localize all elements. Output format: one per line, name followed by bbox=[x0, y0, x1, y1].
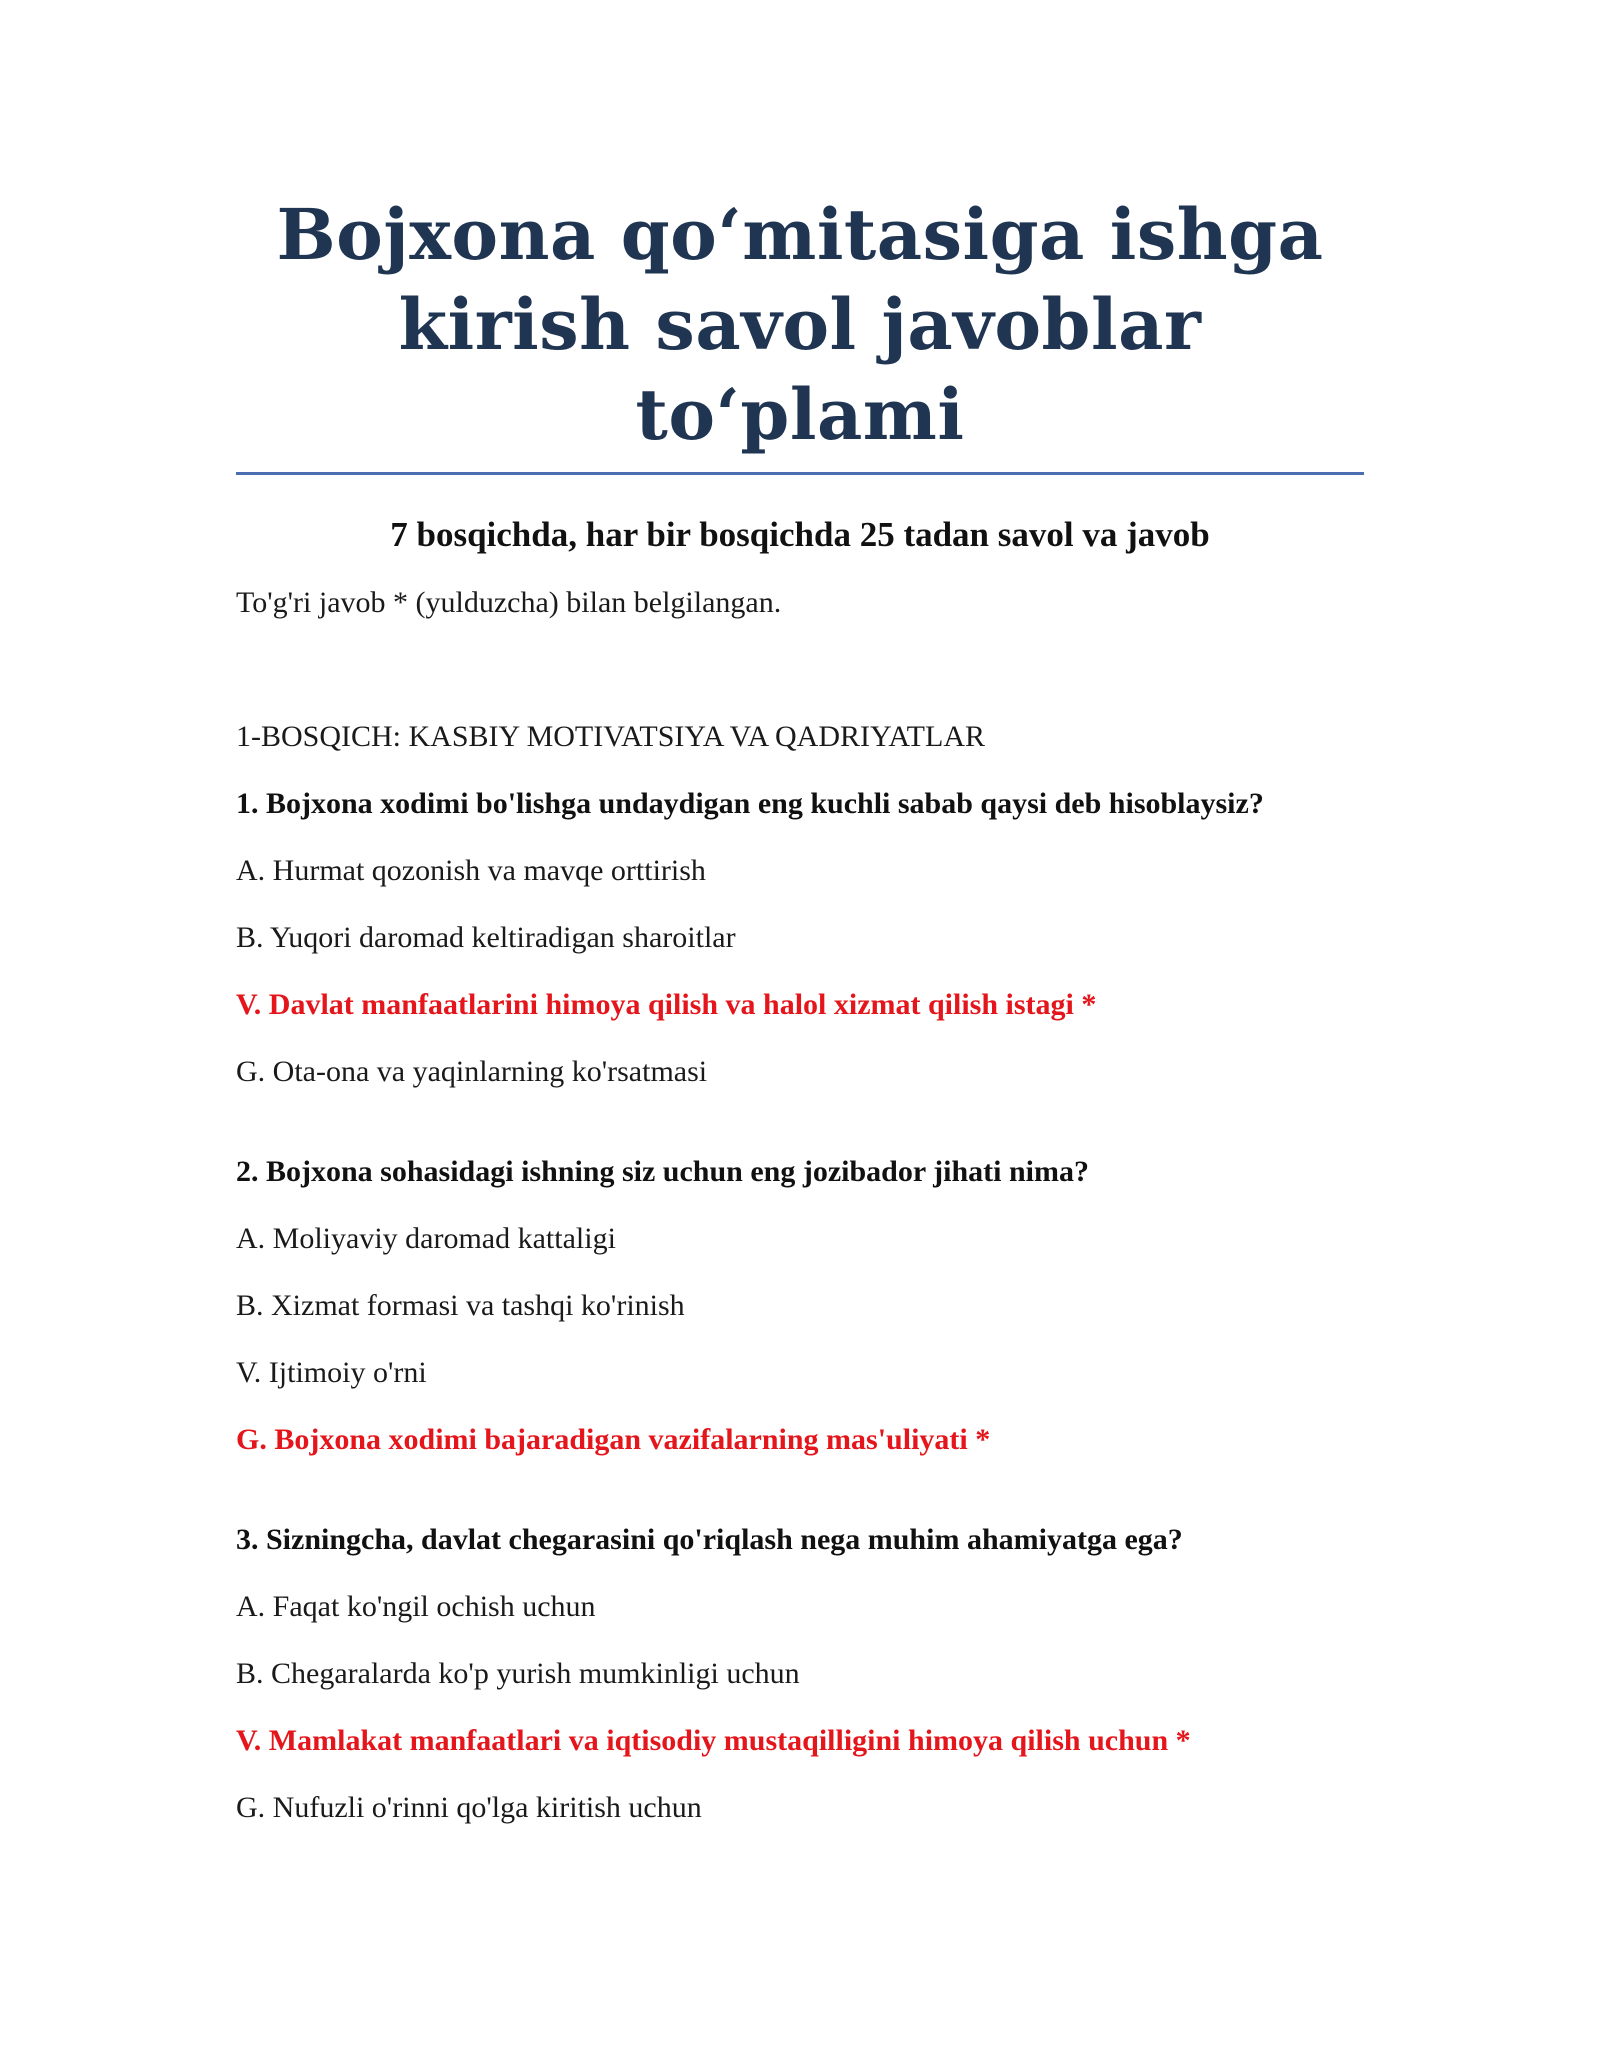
title-line-1: Bojxona qo‘mitasiga ishga bbox=[276, 193, 1324, 276]
answer-list bbox=[236, 1219, 1364, 1460]
answer-list bbox=[236, 851, 1364, 1092]
document-page bbox=[236, 190, 1364, 1828]
question-text: 2. Bojxona sohasidagi ishning siz uchun eng jozibador jihati nima? bbox=[236, 1155, 1089, 1188]
answer-option: B. Chegaralarda ko'p yurish mumkinligi uchun bbox=[236, 1657, 800, 1690]
title-line-2: kirish savol javoblar to‘plami bbox=[398, 283, 1202, 456]
answer-option: B. Xizmat formasi va tashqi ko'rinish bbox=[236, 1289, 685, 1322]
correct-answer-option: V. Mamlakat manfaatlari va iqtisodiy mustaqilligini himoya qilish uchun * bbox=[236, 1724, 1191, 1757]
answer-option: A. Hurmat qozonish va mavqe orttirish bbox=[236, 854, 706, 887]
stage-heading: 1-BOSQICH: KASBIY MOTIVATSIYA VA QADRIYATLAR bbox=[236, 720, 985, 753]
answer-list bbox=[236, 1587, 1364, 1828]
question-block bbox=[236, 1520, 1364, 1828]
answer-option: B. Yuqori daromad keltiradigan sharoitlar bbox=[236, 921, 736, 954]
question-text: 1. Bojxona xodimi bo'lishga undaydigan eng kuchli sabab qaysi deb hisoblaysiz? bbox=[236, 787, 1264, 820]
answer-option: A. Moliyaviy daromad kattaligi bbox=[236, 1222, 616, 1255]
answer-option: G. Ota-ona va yaqinlarning ko'rsatmasi bbox=[236, 1055, 708, 1088]
document-subtitle: 7 bosqichda, har bir bosqichda 25 tadan savol va javob bbox=[390, 515, 1210, 554]
question-block bbox=[236, 784, 1364, 1092]
answer-option: V. Ijtimoiy o'rni bbox=[236, 1356, 427, 1389]
correct-answer-option: V. Davlat manfaatlarini himoya qilish va halol xizmat qilish istagi * bbox=[236, 988, 1097, 1021]
answer-marking-note: To'g'ri javob * (yulduzcha) bilan belgilangan. bbox=[236, 586, 782, 619]
document-title bbox=[236, 190, 1364, 475]
question-text: 3. Sizningcha, davlat chegarasini qo'riqlash nega muhim ahamiyatga ega? bbox=[236, 1523, 1183, 1556]
question-block bbox=[236, 1152, 1364, 1460]
correct-answer-option: G. Bojxona xodimi bajaradigan vazifalarning mas'uliyati * bbox=[236, 1423, 991, 1456]
answer-option: A. Faqat ko'ngil ochish uchun bbox=[236, 1590, 596, 1623]
answer-option: G. Nufuzli o'rinni qo'lga kiritish uchun bbox=[236, 1791, 702, 1824]
